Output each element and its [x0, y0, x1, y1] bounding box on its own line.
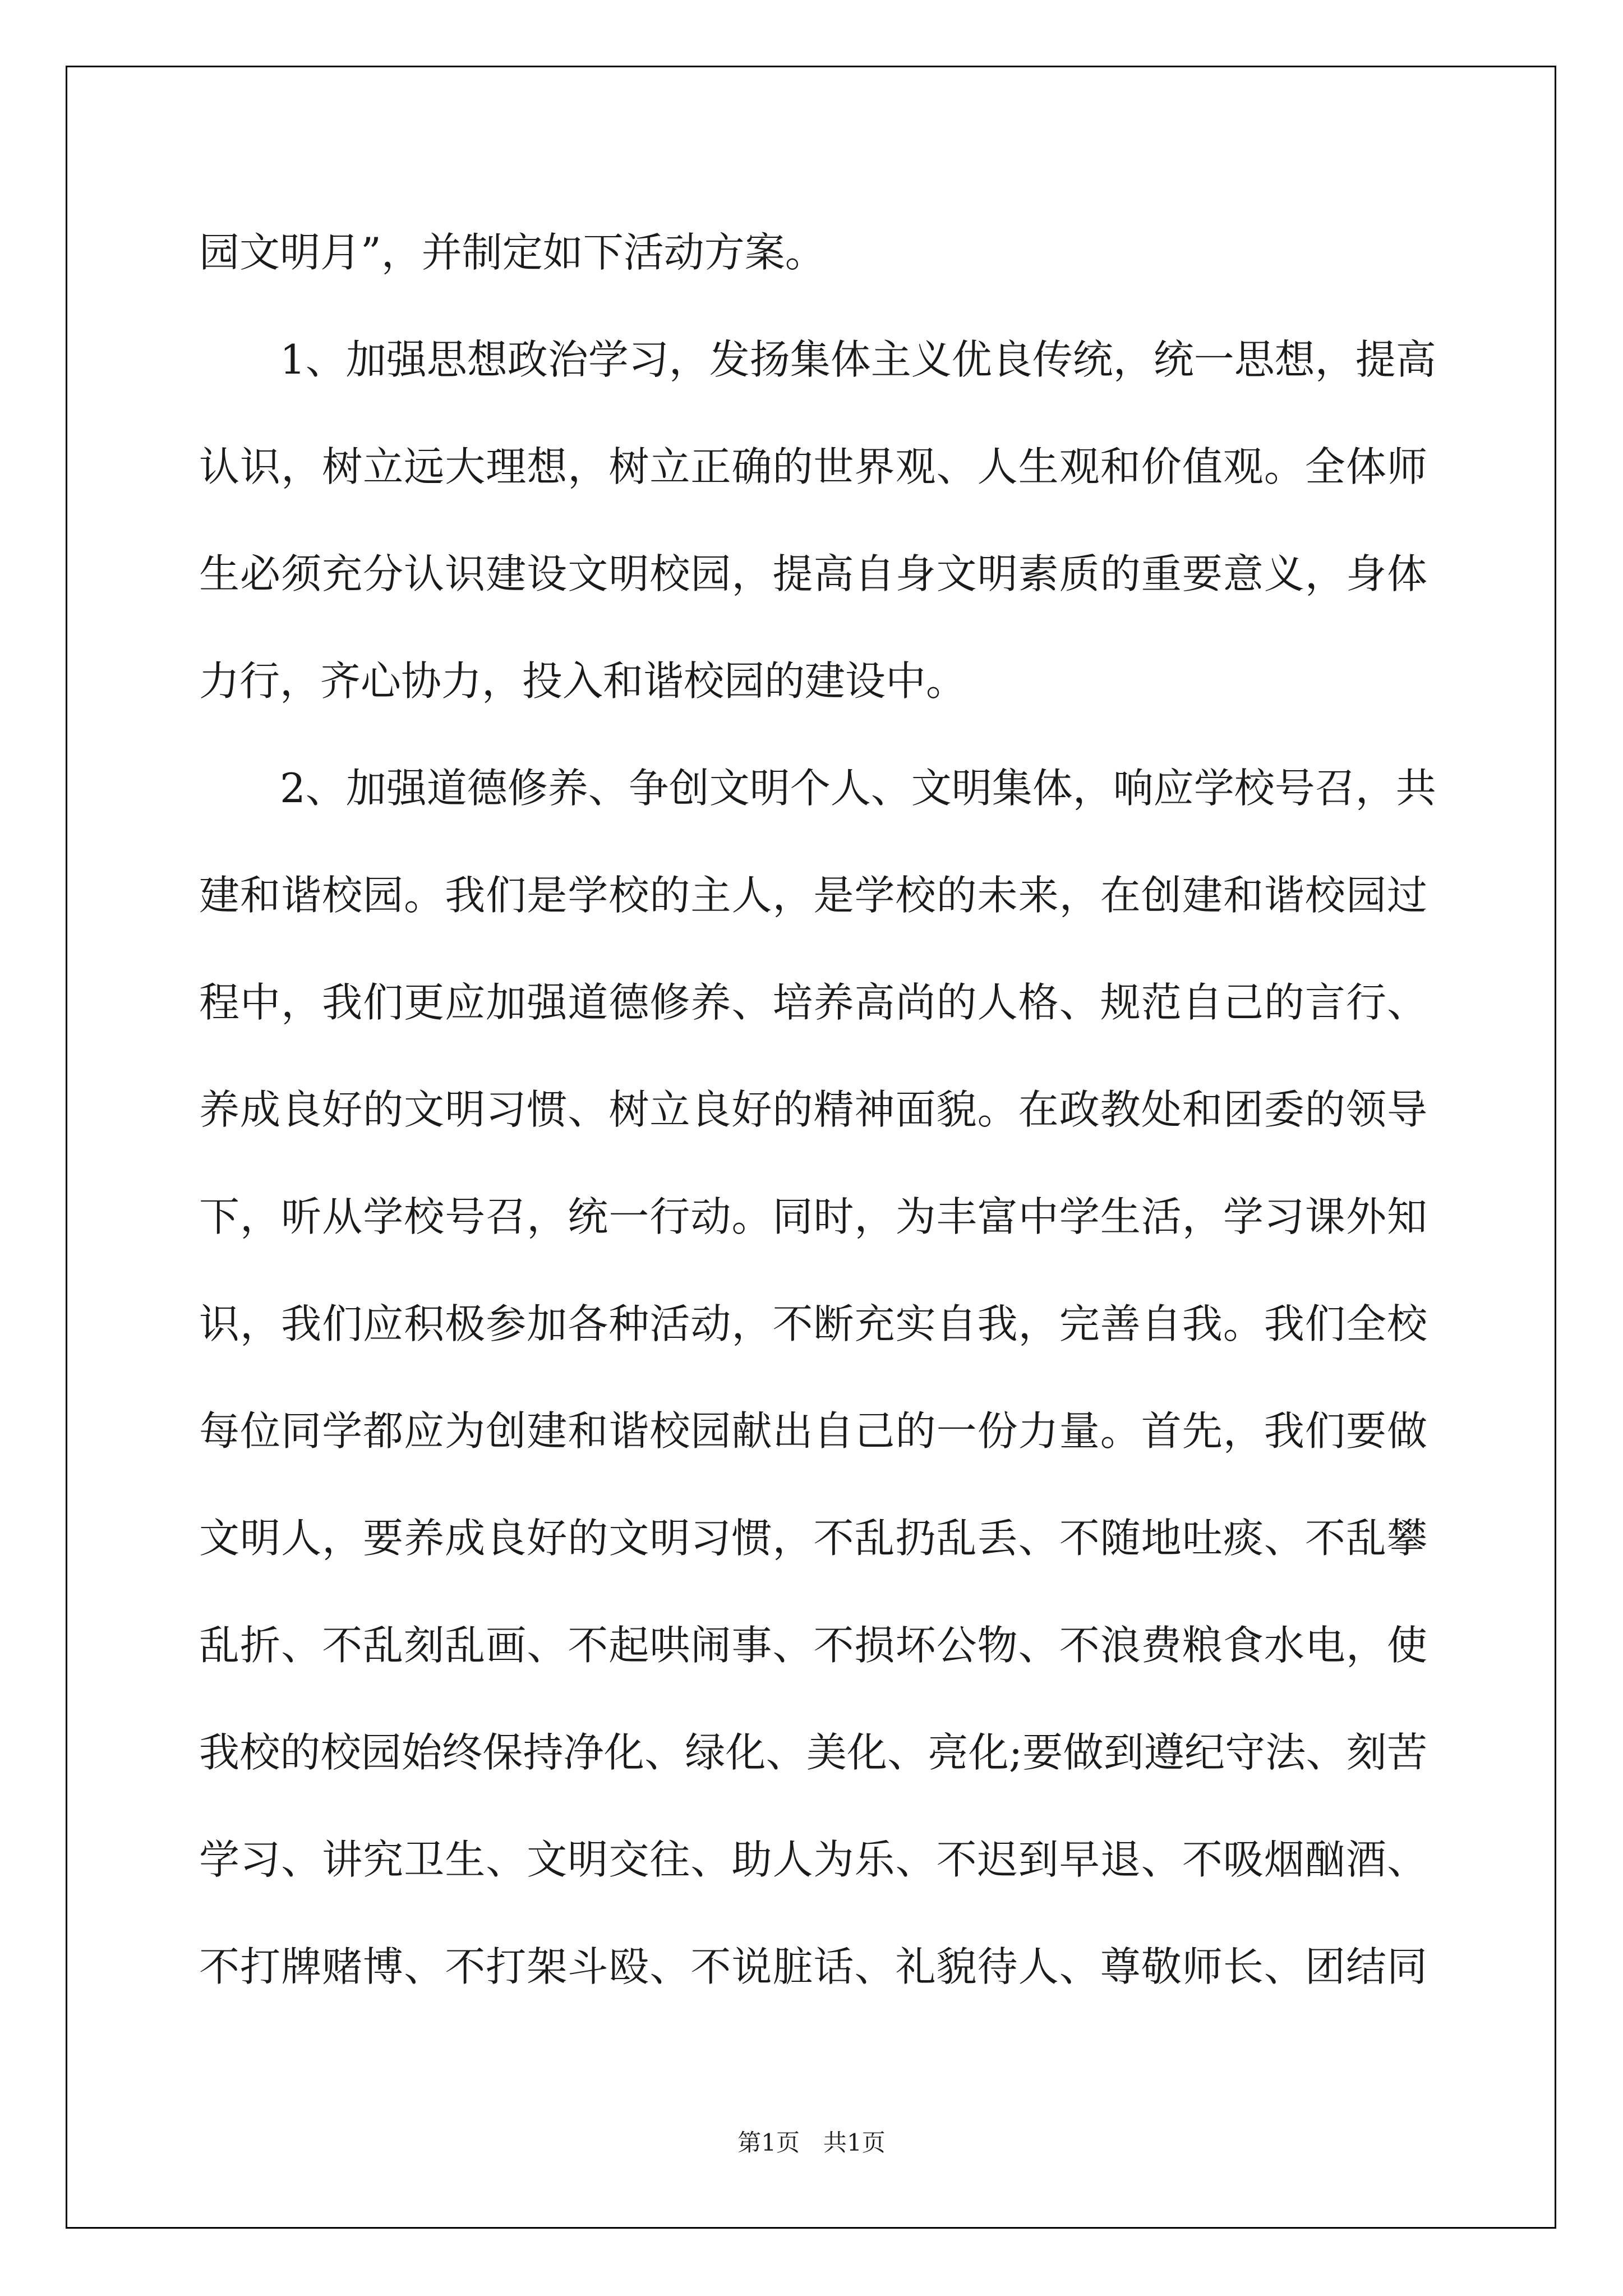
page-footer: [0, 2126, 1623, 2160]
text-line: 文明人，要养成良好的文明习惯，不乱扔乱丢、不随地吐痰、不乱攀: [199, 1515, 1427, 1562]
text-line: 园文明月”，并制定如下活动方案。: [199, 229, 826, 276]
text-line: 学习、讲究卫生、文明交往、助人为乐、不迟到早退、不吸烟酗酒、: [199, 1836, 1427, 1883]
text-line: 下，听从学校号召，统一行动。同时，为丰富中学生活，学习课外知: [199, 1193, 1427, 1240]
text-line: 每位同学都应为创建和谐校园献出自己的一份力量。首先，我们要做: [199, 1407, 1427, 1455]
text-line: 认识，树立远大理想，树立正确的世界观、人生观和价值观。全体师: [199, 443, 1427, 490]
text-line: 力行，齐心协力，投入和谐校园的建设中。: [199, 657, 967, 705]
text-line: 识，我们应积极参加各种活动，不断充实自我，完善自我。我们全校: [199, 1300, 1427, 1347]
text-line: 养成良好的文明习惯、树立良好的精神面貌。在政教处和团委的领导: [199, 1086, 1427, 1133]
text-line: 建和谐校园。我们是学校的主人，是学校的未来，在创建和谐校园过: [199, 872, 1427, 919]
page-total: 共1页: [823, 2129, 886, 2156]
document-body: [199, 199, 1436, 2021]
text-line: 不打牌赌博、不打架斗殴、不说脏话、礼貌待人、尊敬师长、团结同: [199, 1943, 1427, 1990]
text-line: 乱折、不乱刻乱画、不起哄闹事、不损坏公物、不浪费粮食水电，使: [199, 1622, 1427, 1669]
text-line: 我校的校园始终保持净化、绿化、美化、亮化;要做到遵纪守法、刻苦: [199, 1729, 1427, 1776]
text-line: 生必须充分认识建设文明校园，提高自身文明素质的重要意义，身体: [199, 550, 1427, 597]
page-number: 第1页: [737, 2129, 800, 2156]
text-line: 2、加强道德修养、争创文明个人、文明集体，响应学校号召，共: [280, 765, 1436, 812]
text-line: 程中，我们更应加强道德修养、培养高尚的人格、规范自己的言行、: [199, 979, 1427, 1026]
text-line: 1、加强思想政治学习，发扬集体主义优良传统，统一思想，提高: [280, 336, 1436, 383]
